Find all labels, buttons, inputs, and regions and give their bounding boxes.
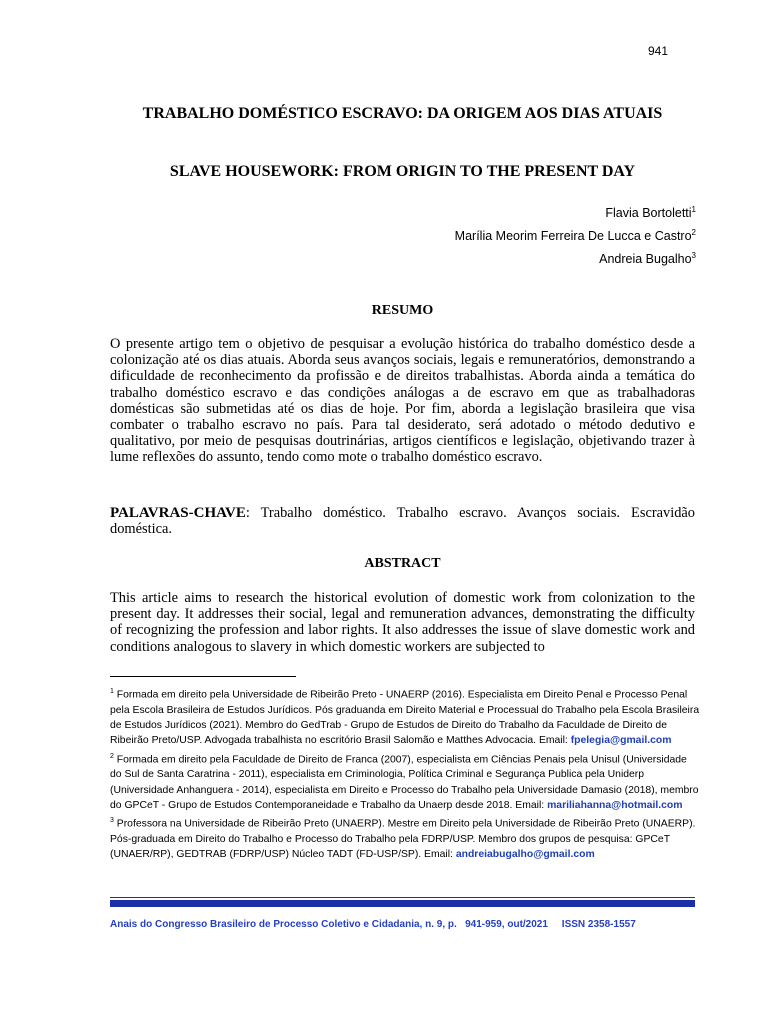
footnote: $^2$ Formada em direito pela Faculdade de Direito de Franca (2007), especialista em Ciências Penais pela Unisul (Universidade do Sul de Santa Caratrina - 2011), especialista em Criminologia, Política Criminal e Segurança Publica pela Uniderp (Universidade Anhanguera - 2014), especialista em Direito e Processo do Trabalho pela Universidade Damasio (2018), membro do GPCeT - Grupo de Estudos Contemporaneidade e Trabalho da Unaerp desde 2018. Email: mariliahanna@hotmail.com: [110, 752, 699, 812]
footnote-mark: 2: [691, 228, 696, 238]
footer-citation: Anais do Congresso Brasileiro de Processo Coletivo e Cidadania, n. 9, p. 941-959, out/2021 ISSN 2358-1557: [110, 919, 636, 930]
paper-title-english: SLAVE HOUSEWORK: FROM ORIGIN TO THE PRESENT DAY: [169, 163, 636, 180]
author: Flavia Bortoletti$^1$: [605, 205, 696, 221]
email-link[interactable]: fpelegia@gmail.com: [570, 735, 672, 747]
footnote-divider: [110, 676, 296, 677]
footnote: $^3$ Professora na Universidade de Ribeirão Preto (UNAERP). Mestre em Direito pela Universidade de Ribeirão Preto (UNAERP). Pós-graduada em Direito do Trabalho e Processo do Trabalho pela FDRP/USP. Membro dos grupos de pesquisa: GPCeT (UNAER/RP), GEDTRAB (FDRP/USP) Núcleo TADT (FD-USP/SP). Email: andreiabugalho@gmail.com: [110, 817, 696, 861]
footnote-mark: 3: [691, 251, 696, 261]
abstract-heading: ABSTRACT: [364, 556, 441, 571]
keywords-paragraph: [110, 505, 695, 537]
keywords-text: : Trabalho doméstico. Trabalho escravo. Avanços sociais. Escravidão doméstica.: [110, 505, 695, 538]
footnote: $^1$ Formada em direito pela Universidade de Ribeirão Preto - UNAERP (2016). Especialista em Direito Penal e Processo Penal pela Escola Brasileira de Estudos Jurídicos. Pós graduanda em Direito Material e Processual do Trabalho pela Escola Brasileira de Estudos Jurídicos (2021). Membro do GedTrab - Grupo de Estudos de Direito do Trabalho da Faculdade de Direito de Ribeirão Preto/USP. Advogada trabalhista no escritório Brasil Salomão e Matthes Advocacia. Email: fpelegia@gmail.com: [110, 688, 700, 747]
footnotes: [110, 684, 700, 863]
page-number: 941: [647, 44, 668, 58]
author: Andreia Bugalho$^3$: [599, 251, 696, 267]
author: Marília Meorim Ferreira De Lucca e Castro$^2$: [454, 228, 696, 244]
email-link[interactable]: andreiabugalho@gmail.com: [455, 849, 595, 861]
resumo-heading: RESUMO: [371, 303, 434, 318]
resumo-paragraph: O presente artigo tem o objetivo de pesquisar a evolução histórica do trabalho doméstico desde a colonização até os dias atuais. Aborda seus avanços sociais, legais e remuneratórios, demonstrando a dificuldade de reconhecimento da profissão e de direitos trabalhistas. Aborda ainda a temática do trabalho doméstico escravo e das condições análogas a de escravo em que as trabalhadoras domésticas são submetidas até os dias de hoje. Por fim, aborda a legislação brasileira que visa combater o trabalho escravo no país. Para tal desiderato, será adotado o método dedutivo e qualitativo, por meio de pesquisas doutrinárias, artigos científicos e legislação, objetivando trazer à lume reflexões do assunto, tendo como mote o trabalho doméstico escravo.: [110, 336, 695, 466]
keywords-label: PALAVRAS-CHAVE: [110, 505, 246, 521]
abstract-paragraph: This article aims to research the historical evolution of domestic work from colonization to the present day. It addresses their social, legal and remuneration advances, demonstrating the difficulty of recognizing the profession and labor rights. It also addresses the issue of slave domestic work and conditions analogous to slavery in which domestic workers are subjected to: [110, 590, 695, 655]
paper-title: TRABALHO DOMÉSTICO ESCRAVO: DA ORIGEM AOS DIAS ATUAIS: [142, 105, 663, 122]
footnote-mark: 1: [691, 205, 696, 214]
footer-rule-thick: [110, 900, 695, 907]
footer-rule-thin: [110, 897, 695, 898]
author-list: [455, 200, 696, 269]
email-link[interactable]: mariliahanna@hotmail.com: [547, 800, 683, 812]
